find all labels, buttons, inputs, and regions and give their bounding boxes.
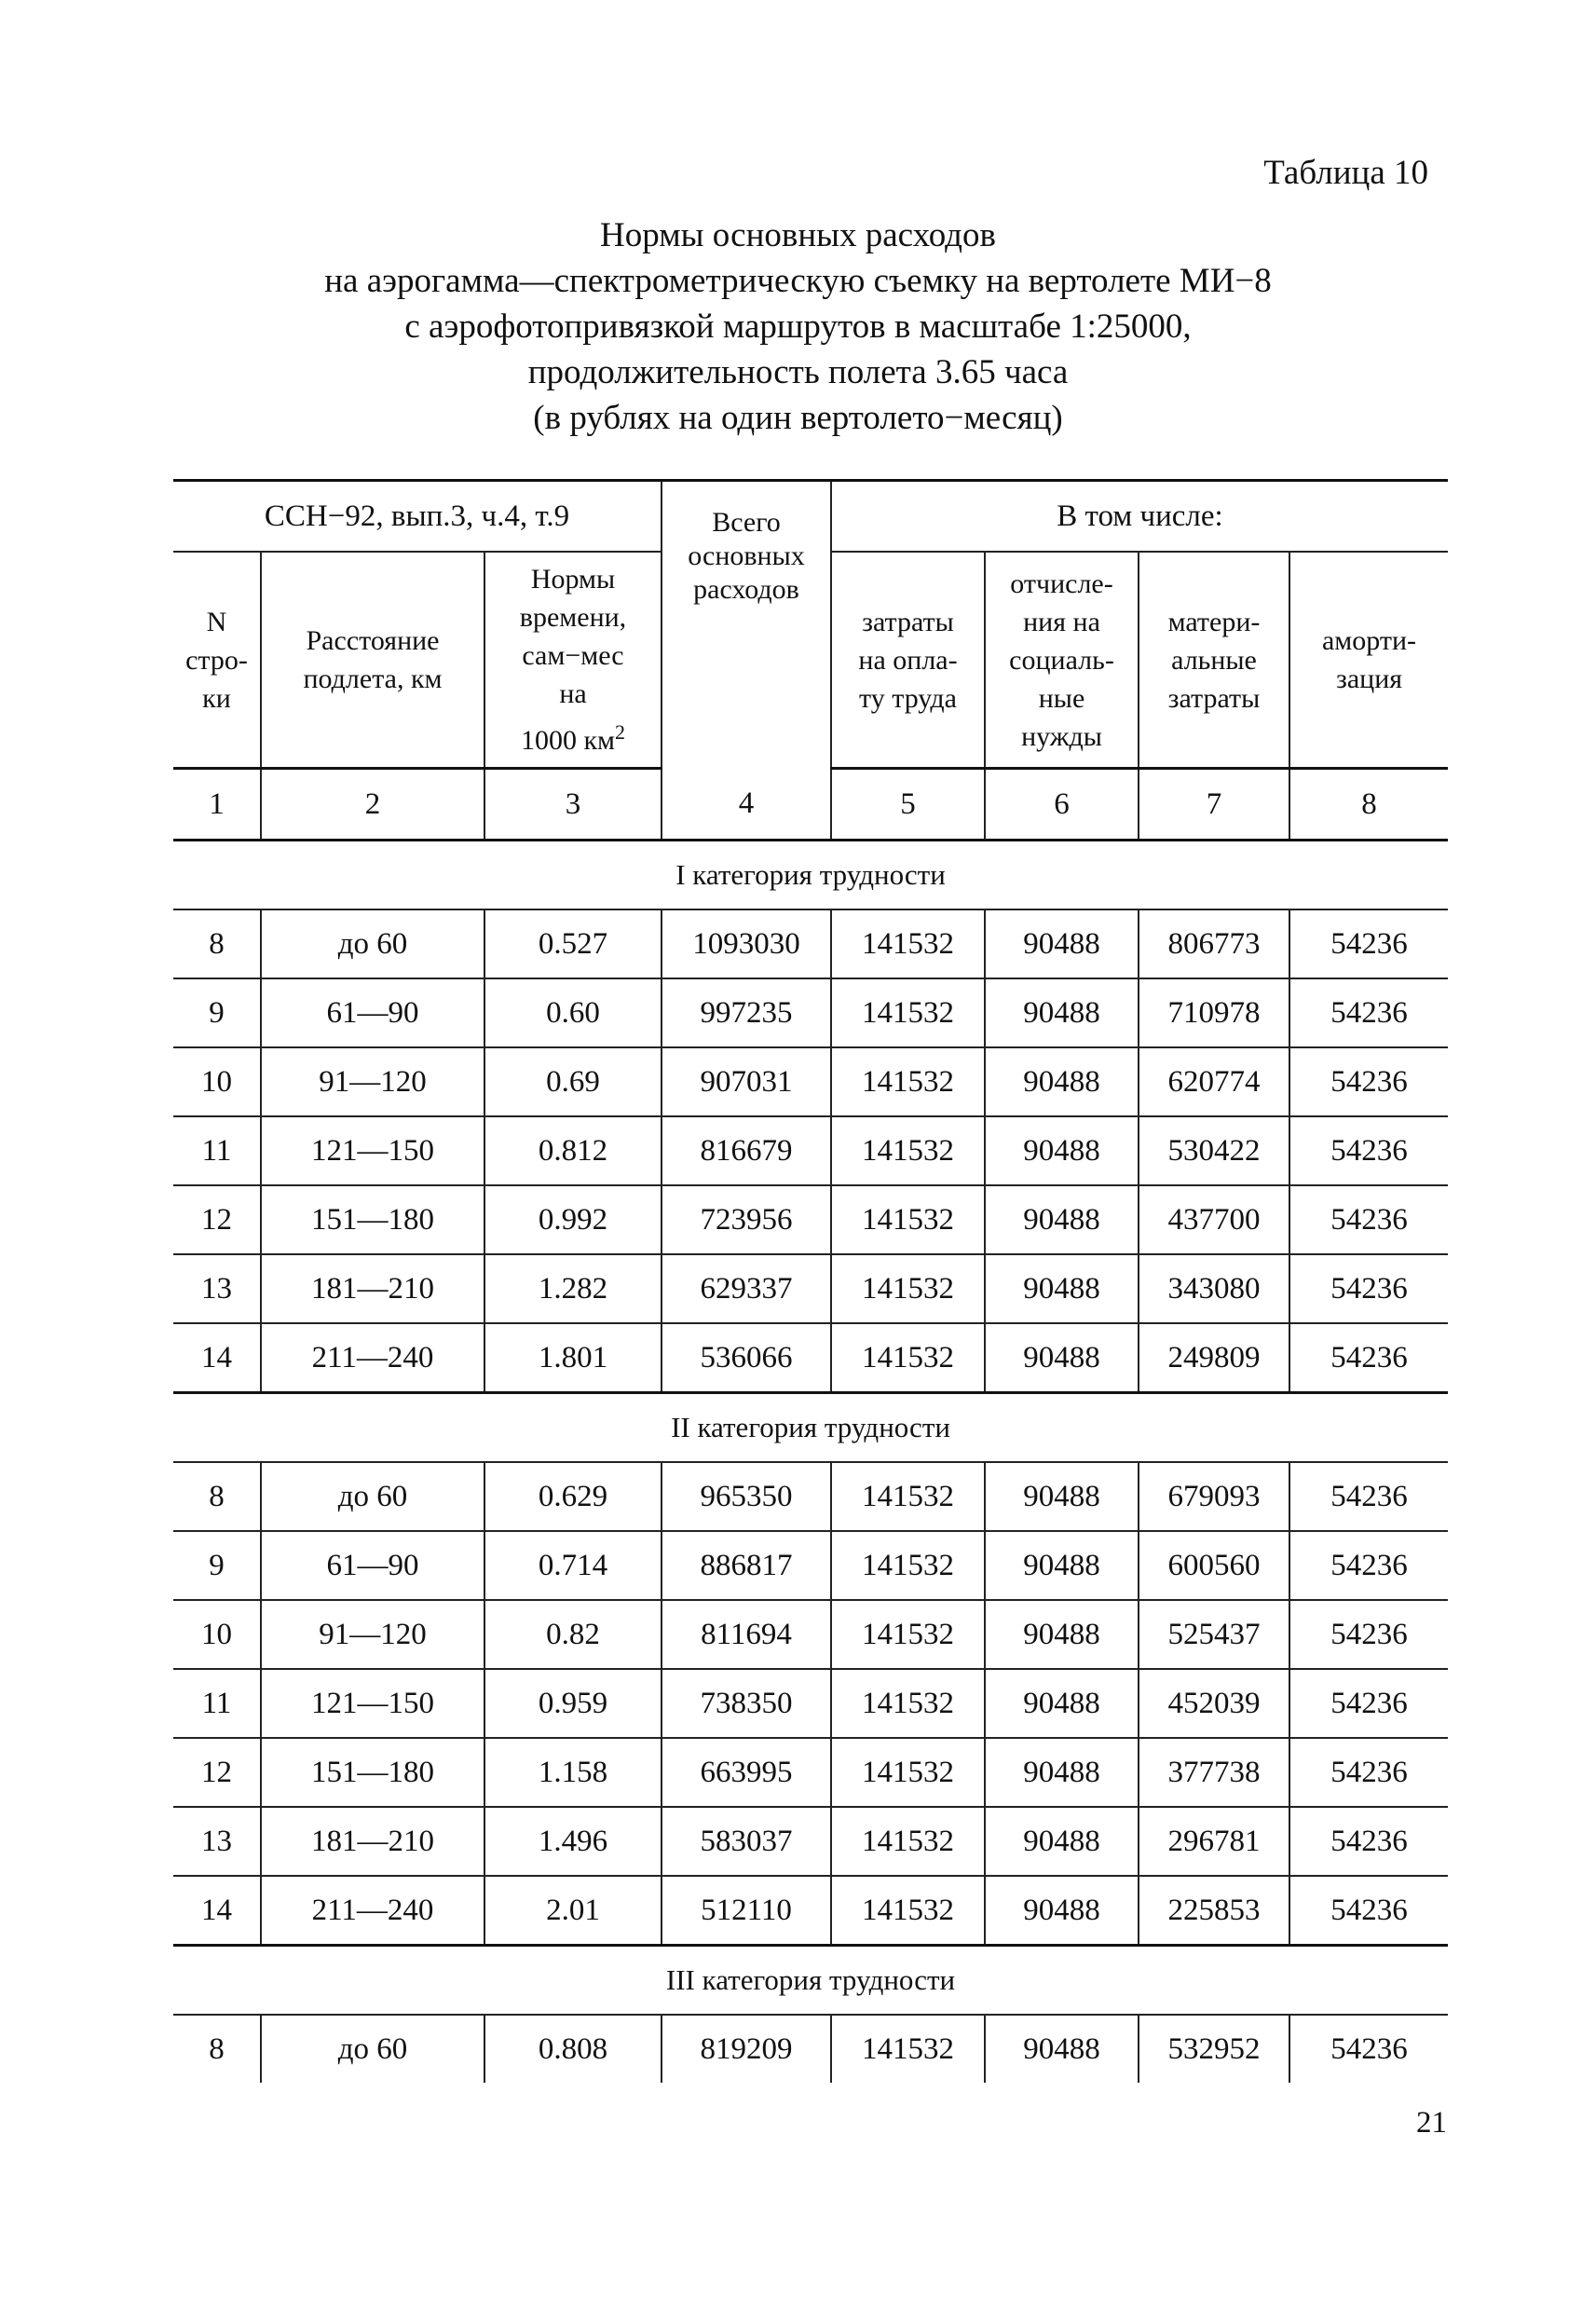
table-cell: 90488	[985, 1876, 1139, 1946]
header-material-costs	[1139, 552, 1289, 769]
table-cell: 90488	[985, 909, 1139, 978]
title-line: с аэрофотопривязкой маршрутов в масштабе 1:25000,	[404, 308, 1192, 346]
title-line: продолжительность полета 3.65 часа	[527, 353, 1069, 391]
table-cell: 0.714	[484, 1531, 662, 1600]
table-cell: 141532	[831, 1876, 985, 1946]
header-text: ные	[1038, 682, 1085, 714]
column-number: 5	[831, 769, 985, 841]
table-cell: 738350	[662, 1669, 831, 1738]
table-cell: 437700	[1139, 1185, 1289, 1254]
table-cell: 141532	[831, 1462, 985, 1531]
table-cell: 8	[173, 1462, 261, 1531]
header-total-line: расходов	[693, 574, 799, 605]
table-cell: 141532	[831, 1807, 985, 1876]
table-cell: 54236	[1289, 1185, 1448, 1254]
table-cell: 90488	[985, 1462, 1139, 1531]
table-cell: 90488	[985, 1600, 1139, 1669]
table-cell: 8	[209, 2031, 225, 2066]
table-cell: 151—180	[261, 1738, 484, 1807]
table-cell: 819209	[662, 2015, 831, 2083]
table-cell: 181—210	[261, 1807, 484, 1876]
table-cell: 225853	[1139, 1876, 1289, 1946]
header-text: альные	[1171, 644, 1257, 676]
page-number: 21	[1416, 2106, 1447, 2140]
table-row	[173, 1600, 1448, 1669]
header-text: на	[559, 678, 587, 709]
table-cell: 54236	[1289, 1738, 1448, 1807]
table-cell: 211—240	[261, 1323, 484, 1393]
header-text: затраты	[862, 606, 954, 637]
header-total-line: Всего	[712, 507, 781, 538]
table-cell: 54236	[1289, 1669, 1448, 1738]
table-row	[173, 1047, 1448, 1116]
category-label: I категория трудности	[173, 841, 1448, 910]
category-label: II категория трудности	[173, 1393, 1448, 1463]
table-row	[173, 909, 1448, 978]
table-label: Таблица 10	[1263, 154, 1428, 192]
table-cell: 965350	[662, 1462, 831, 1531]
table-cell: 141532	[831, 1600, 985, 1669]
table-cell: до 60	[261, 2015, 484, 2083]
table-cell: 530422	[1139, 1116, 1289, 1185]
table-cell: 141532	[831, 1531, 985, 1600]
table-cell: 90488	[985, 1116, 1139, 1185]
table-cell: до 60	[261, 909, 484, 978]
table-row	[173, 1323, 1448, 1393]
table-cell: 141532	[831, 1047, 985, 1116]
header-including: В том числе:	[831, 481, 1448, 553]
header-text: на опла-	[858, 644, 958, 676]
header-text: ки	[202, 682, 231, 714]
table-cell: 907031	[662, 1047, 831, 1116]
table-cell: 54236	[1289, 1047, 1448, 1116]
table-cell: 2.01	[484, 1876, 662, 1946]
table-cell: 600560	[1139, 1531, 1289, 1600]
header-total	[662, 481, 831, 769]
header-text: аморти-	[1321, 625, 1417, 656]
table-cell: 141532	[831, 978, 985, 1047]
table-cell: 141532	[831, 1254, 985, 1323]
table-cell: 343080	[1139, 1254, 1289, 1323]
table-cell: 806773	[1139, 909, 1289, 978]
table-cell: 249809	[1139, 1323, 1289, 1393]
table-row	[173, 1738, 1448, 1807]
table-cell: 0.992	[484, 1185, 662, 1254]
table-cell: 452039	[1139, 1669, 1289, 1738]
column-number: 2	[261, 769, 484, 841]
table-cell: 91—120	[261, 1047, 484, 1116]
header-amortization	[1289, 552, 1448, 769]
table-cell: 90488	[985, 1323, 1139, 1393]
table-cell: 886817	[662, 1531, 831, 1600]
table-cell: 54236	[1289, 909, 1448, 978]
table-cell: 54236	[1289, 1600, 1448, 1669]
table-cell: 11	[173, 1116, 261, 1185]
table-cell: 61—90	[261, 978, 484, 1047]
table-cell: 583037	[662, 1807, 831, 1876]
table-cell: 141532	[831, 1669, 985, 1738]
column-number: 8	[1289, 769, 1448, 841]
table-cell: 54236	[1289, 1116, 1448, 1185]
table-cell: 54236	[1289, 1254, 1448, 1323]
table-row	[173, 1876, 1448, 1946]
header-text: подлета, км	[303, 663, 443, 694]
table-cell: 536066	[662, 1323, 831, 1393]
table-cell: 13	[173, 1254, 261, 1323]
table-cell: 1.282	[484, 1254, 662, 1323]
table-row	[173, 1254, 1448, 1323]
table-cell: 0.82	[484, 1600, 662, 1669]
header-text: Нормы	[530, 564, 616, 595]
header-text: сам−мес	[522, 640, 624, 671]
column-number: 7	[1139, 769, 1289, 841]
table-cell: 0.808	[484, 2015, 662, 2083]
table-cell: 54236	[1289, 978, 1448, 1047]
table-cell: 816679	[662, 1116, 831, 1185]
header-text: ния на	[1023, 606, 1100, 637]
table-cell: 997235	[662, 978, 831, 1047]
table-row	[173, 1462, 1448, 1531]
table-cell: 663995	[662, 1738, 831, 1807]
header-row-number	[173, 552, 261, 769]
table-cell: 54236	[1289, 1462, 1448, 1531]
table-cell: 620774	[1139, 1047, 1289, 1116]
table-cell: 90488	[985, 1047, 1139, 1116]
table-cell: 679093	[1139, 1462, 1289, 1531]
header-labor-costs	[831, 552, 985, 769]
table-cell: 54236	[1289, 1807, 1448, 1876]
table-row	[173, 1531, 1448, 1600]
table-cell: 90488	[985, 1531, 1139, 1600]
table-cell: 1.158	[484, 1738, 662, 1807]
header-ssn: ССН−92, вып.3, ч.4, т.9	[173, 481, 662, 553]
title-line: Нормы основных расходов	[600, 216, 996, 254]
table-cell: 90488	[985, 2015, 1139, 2083]
table-cell: 141532	[831, 909, 985, 978]
header-text: 1000 км	[520, 725, 616, 756]
table-cell: 54236	[1289, 1531, 1448, 1600]
header-social-deductions	[985, 552, 1139, 769]
table-cell: 54236	[1289, 1323, 1448, 1393]
column-number: 1	[173, 769, 261, 841]
header-text: ту труда	[859, 682, 957, 714]
header-text: N	[206, 606, 227, 637]
table-cell: 377738	[1139, 1738, 1289, 1807]
category-row	[173, 1946, 1448, 2016]
table-cell: 12	[173, 1738, 261, 1807]
category-row	[173, 1393, 1448, 1463]
table-cell: 141532	[831, 1738, 985, 1807]
table-cell: 525437	[1139, 1600, 1289, 1669]
table-cell: 54236	[1289, 2015, 1448, 2083]
header-text: времени,	[519, 602, 627, 633]
table-cell: 91—120	[261, 1600, 484, 1669]
table-cell: 10	[173, 1047, 261, 1116]
header-distance	[261, 552, 484, 769]
table-row	[173, 1669, 1448, 1738]
table-cell: 9	[173, 1531, 261, 1600]
header-text: зация	[1335, 663, 1403, 694]
header-text: стро-	[185, 644, 248, 676]
table-cell: 211—240	[261, 1876, 484, 1946]
table-cell: 0.527	[484, 909, 662, 978]
table-cell: 9	[173, 978, 261, 1047]
table-cell: 0.69	[484, 1047, 662, 1116]
table-cell: 54236	[1289, 1876, 1448, 1946]
table-cell: 0.629	[484, 1462, 662, 1531]
table-cell: 14	[173, 1876, 261, 1946]
column-number: 3	[484, 769, 662, 841]
table-row	[173, 1807, 1448, 1876]
header-total-line: основных	[688, 540, 805, 571]
column-number: 6	[985, 769, 1139, 841]
table-cell: 141532	[831, 2015, 985, 2083]
table-cell: до 60	[261, 1462, 484, 1531]
table-cell: 0.60	[484, 978, 662, 1047]
table-cell: 121—150	[261, 1116, 484, 1185]
table-cell: 90488	[985, 1738, 1139, 1807]
table-cell: 141532	[831, 1185, 985, 1254]
table-cell: 532952	[1139, 2015, 1289, 2083]
table-cell: 90488	[985, 1807, 1139, 1876]
table-cell: 141532	[831, 1116, 985, 1185]
table-cell: 0.812	[484, 1116, 662, 1185]
table-cell: 11	[173, 1669, 261, 1738]
header-group-row	[173, 481, 1448, 553]
header-text: затраты	[1167, 682, 1261, 714]
header-text: социаль-	[1009, 644, 1114, 676]
table-row	[173, 1185, 1448, 1254]
table-cell: 811694	[662, 1600, 831, 1669]
table-cell: 10	[173, 1600, 261, 1669]
table-cell: 90488	[985, 1185, 1139, 1254]
table-row	[173, 1116, 1448, 1185]
table-cell: 12	[173, 1185, 261, 1254]
header-text: Расстояние	[306, 625, 440, 656]
superscript: 2	[615, 720, 626, 744]
table-title	[0, 212, 1596, 441]
table-cell: 710978	[1139, 978, 1289, 1047]
table-cell: 1.496	[484, 1807, 662, 1876]
table-cell: 151—180	[261, 1185, 484, 1254]
table-cell: 1.801	[484, 1323, 662, 1393]
title-line: (в рублях на один вертолето−месяц)	[533, 399, 1063, 437]
table-cell: 181—210	[261, 1254, 484, 1323]
header-text: нужды	[1021, 720, 1102, 752]
column-number: 4	[662, 769, 831, 841]
table-cell: 141532	[831, 1323, 985, 1393]
table-cell: 629337	[662, 1254, 831, 1323]
table-cell: 8	[173, 909, 261, 978]
category-row	[173, 841, 1448, 910]
table-row	[173, 978, 1448, 1047]
table-cell: 90488	[985, 1254, 1139, 1323]
table-cell: 61—90	[261, 1531, 484, 1600]
table-cell: 1093030	[662, 909, 831, 978]
table-cell: 0.959	[484, 1669, 662, 1738]
table-cell: 296781	[1139, 1807, 1289, 1876]
table-cell: 90488	[985, 978, 1139, 1047]
table-cell: 14	[173, 1323, 261, 1393]
norms-table	[173, 479, 1448, 2083]
table-cell: 121—150	[261, 1669, 484, 1738]
table-cell: 512110	[662, 1876, 831, 1946]
header-text: отчисле-	[1010, 567, 1113, 599]
table-cell: 90488	[985, 1669, 1139, 1738]
table-cell: 13	[173, 1807, 261, 1876]
header-time-norms	[484, 552, 662, 769]
table-row	[173, 2015, 1448, 2083]
column-numbers-row	[173, 769, 1448, 841]
title-line: на аэрогамма—спектрометрическую съемку на вертолете МИ−8	[324, 262, 1272, 300]
category-label: III категория трудности	[173, 1946, 1448, 2016]
table-cell: 723956	[662, 1185, 831, 1254]
header-text: матери-	[1167, 606, 1261, 637]
